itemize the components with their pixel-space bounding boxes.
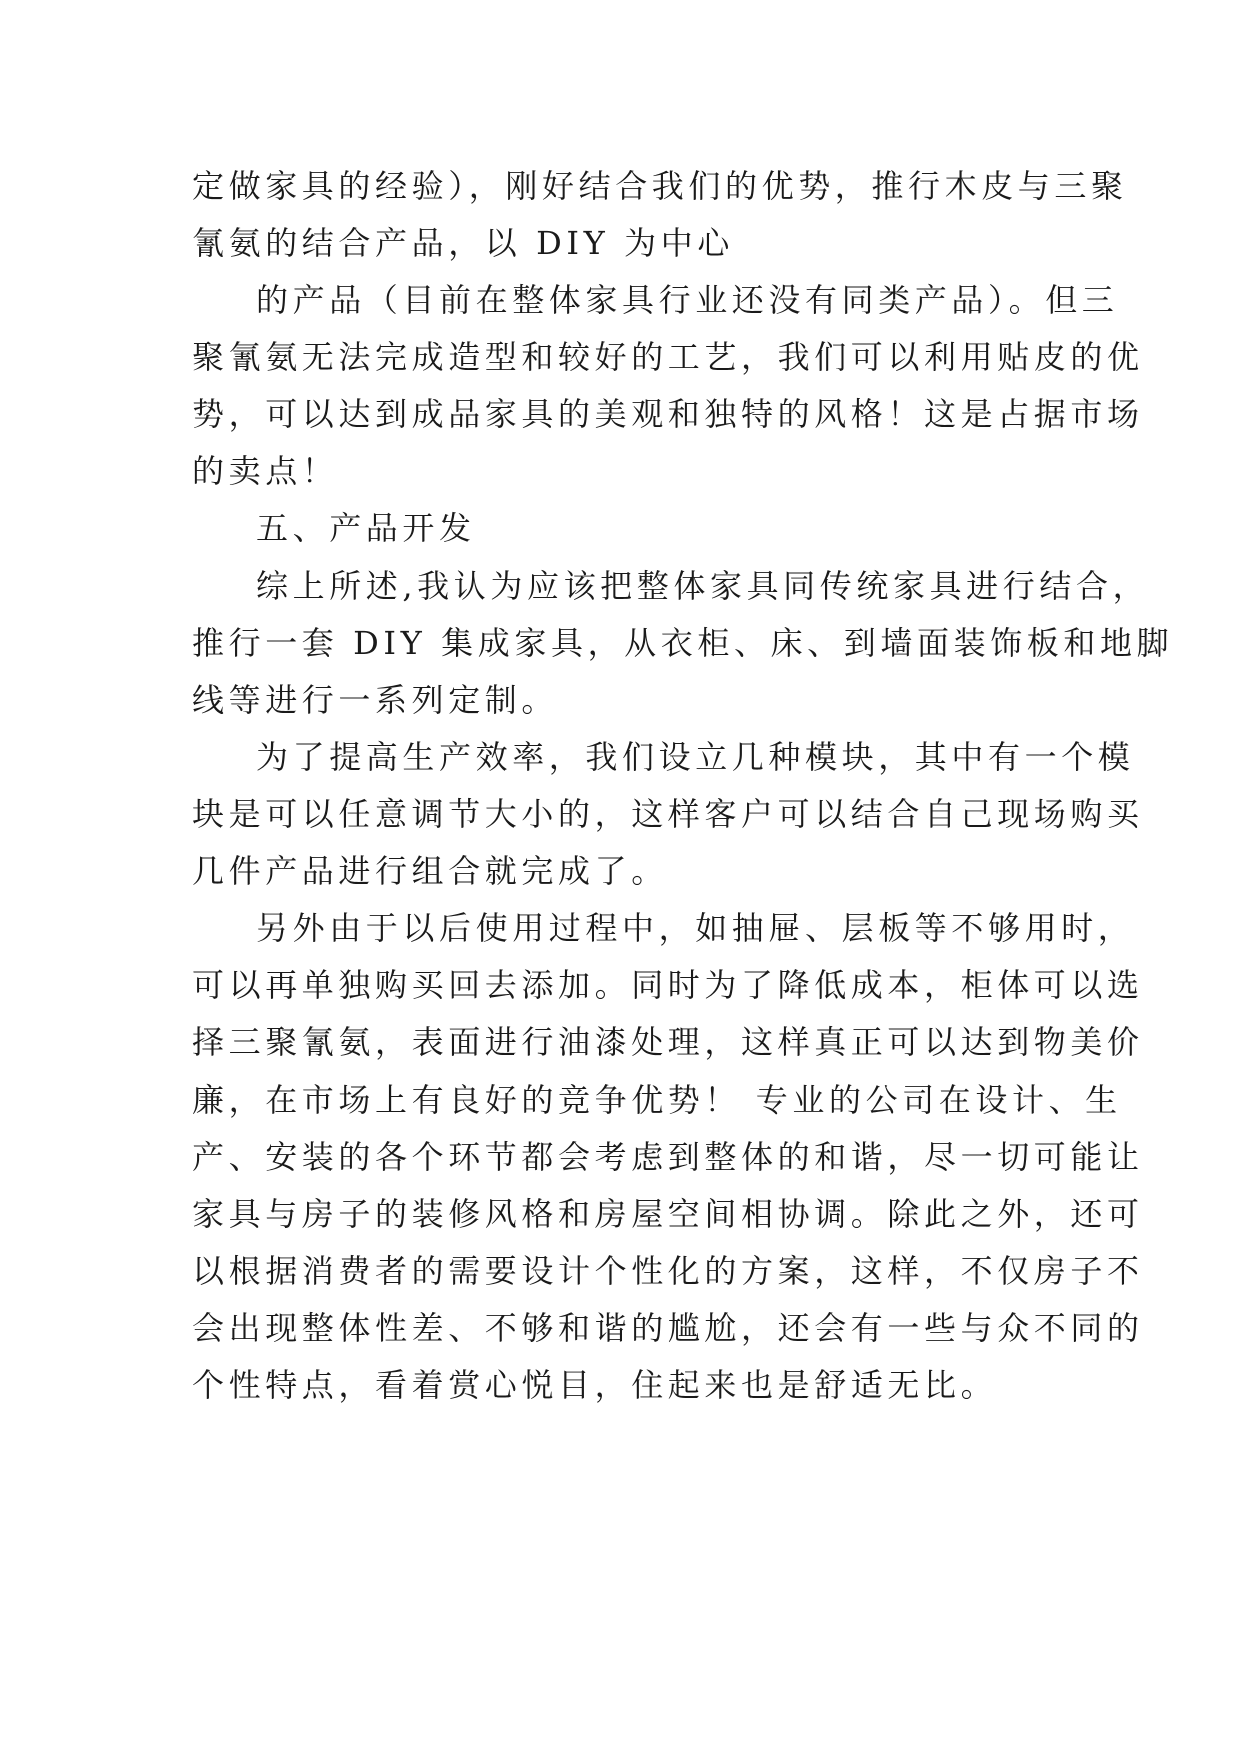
text-line: 聚氰氨无法完成造型和较好的工艺，我们可以利用贴皮的优 (192, 338, 1144, 376)
text-line: 家具与房子的装修风格和房屋空间相协调。除此之外，还可 (192, 1195, 1144, 1233)
text-line: 推行一套 DIY 集成家具，从衣柜、床、到墙面装饰板和地脚 (192, 624, 1174, 662)
text-line: 会出现整体性差、不够和谐的尴尬，还会有一些与众不同的 (192, 1309, 1144, 1347)
text-line: 氰氨的结合产品，以 DIY 为中心 (192, 224, 734, 262)
text-line: 以根据消费者的需要设计个性化的方案，这样，不仅房子不 (192, 1252, 1144, 1290)
text-line: 综上所述,我认为应该把整体家具同传统家具进行结合， (256, 567, 1150, 605)
text-line: 几件产品进行组合就完成了。 (192, 852, 668, 890)
text-line: 定做家具的经验），刚好结合我们的优势，推行木皮与三聚 (192, 167, 1128, 205)
text-line: 可以再单独购买回去添加。同时为了降低成本，柜体可以选 (192, 966, 1144, 1004)
text-line: 的卖点！ (192, 452, 339, 490)
text-line: 为了提高生产效率，我们设立几种模块，其中有一个模 (256, 738, 1135, 776)
text-line: 线等进行一系列定制。 (192, 681, 559, 719)
text-line: 块是可以任意调节大小的，这样客户可以结合自己现场购买 (192, 795, 1144, 833)
text-line: 的产品（目前在整体家具行业还没有同类产品）。但三 (256, 281, 1119, 319)
text-line: 择三聚氰氨，表面进行油漆处理，这样真正可以达到物美价 (192, 1023, 1144, 1061)
text-line: 另外由于以后使用过程中，如抽屉、层板等不够用时， (256, 909, 1135, 947)
section-heading: 五、产品开发 (256, 509, 476, 547)
text-line: 个性特点，看着赏心悦目，住起来也是舒适无比。 (192, 1366, 998, 1404)
text-line: 势，可以达到成品家具的美观和独特的风格！这是占据市场 (192, 395, 1144, 433)
text-line: 产、安装的各个环节都会考虑到整体的和谐，尽一切可能让 (192, 1138, 1144, 1176)
text-line: 廉，在市场上有良好的竞争优势！ 专业的公司在设计、生 (192, 1081, 1122, 1119)
